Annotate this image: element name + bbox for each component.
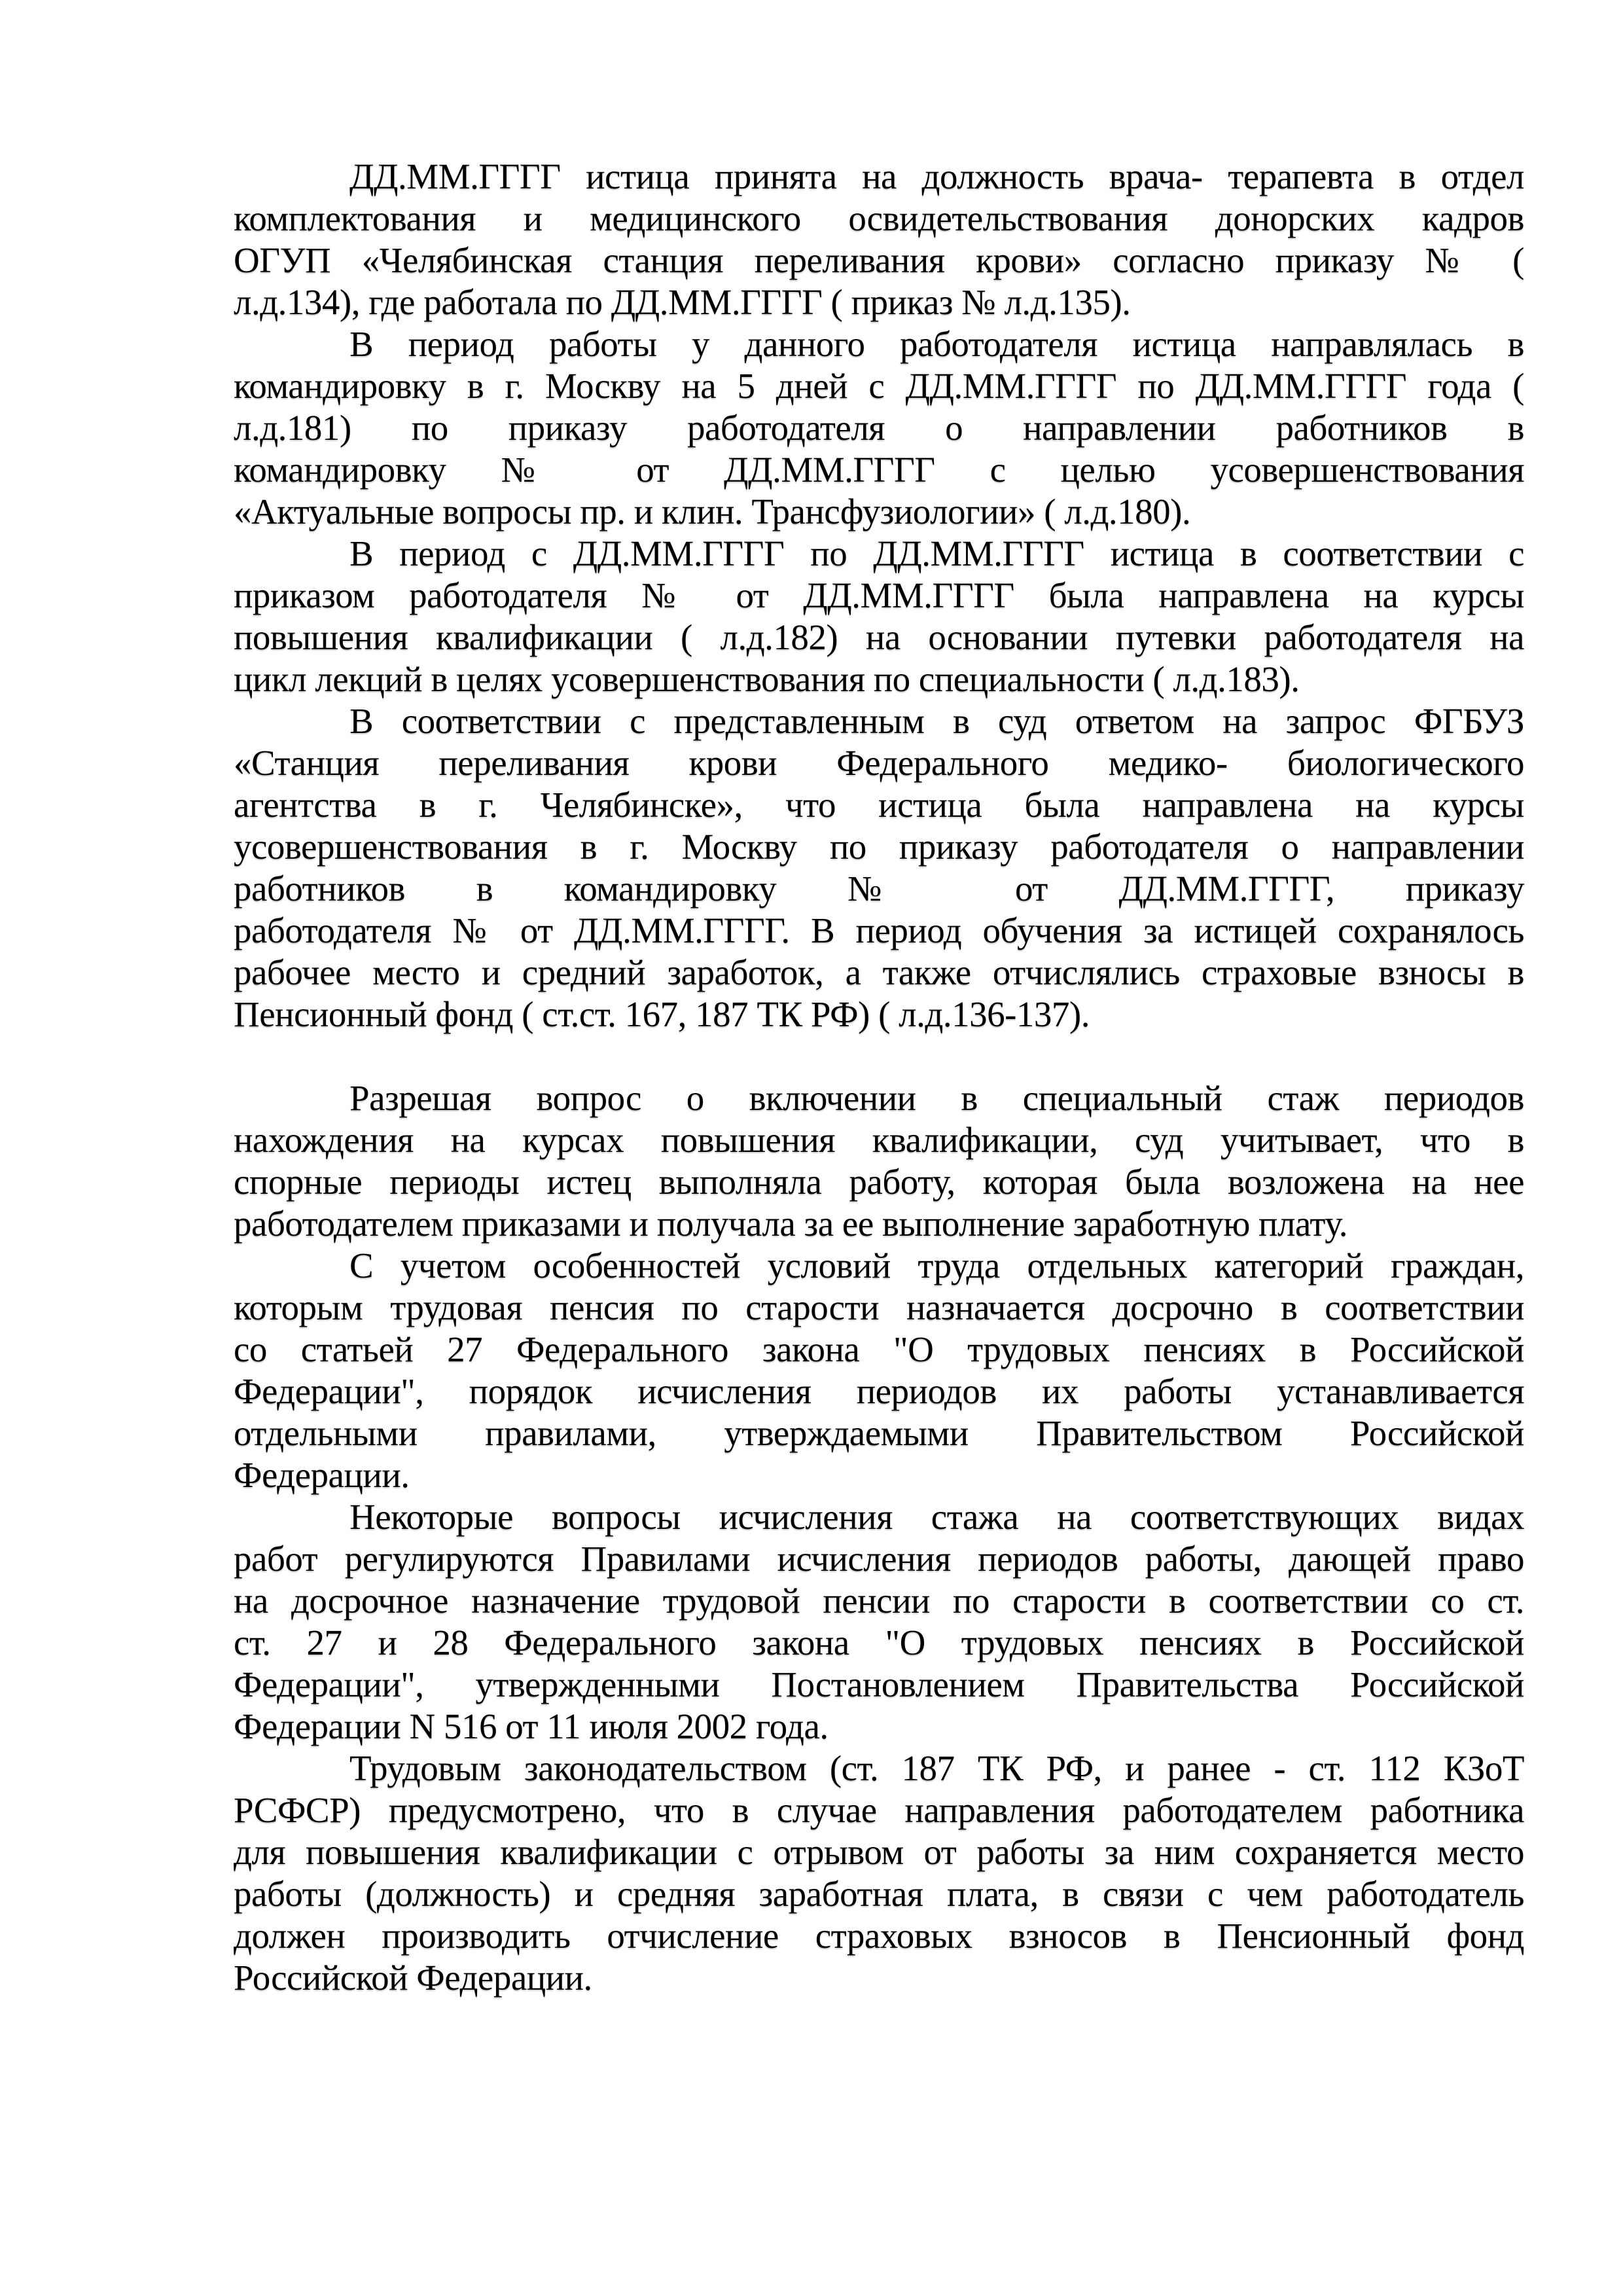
text-line: Федерации.: [234, 1455, 410, 1495]
text-line: В соответствии с представленным в суд ответом на запрос ФГБУЗ: [349, 701, 1524, 741]
document-text-block: [234, 156, 1524, 1999]
text-line: отдельными правилами, утверждаемыми Правительством Российской: [234, 1413, 1524, 1453]
text-line: повышения квалификации ( л.д.182) на основании путевки работодателя на: [234, 617, 1524, 657]
text-line: спорные периоды истец выполняла работу, которая была возложена на нее: [234, 1162, 1524, 1202]
paragraph: [234, 700, 1524, 1035]
paragraph: [234, 1748, 1524, 1999]
text-line: л.д.134), где работала по ДД.ММ.ГГГГ ( приказ № л.д.135).: [234, 282, 1131, 322]
text-line: РСФСР) предусмотрено, что в случае направления работодателем работника: [234, 1790, 1524, 1830]
text-line: нахождения на курсах повышения квалификации, суд учитывает, что в: [234, 1120, 1524, 1160]
text-line: ДД.ММ.ГГГГ истица принята на должность врача- терапевта в отдел: [349, 156, 1524, 196]
text-line: работников в командировку № от ДД.ММ.ГГГГ, приказу: [234, 869, 1524, 908]
text-line: цикл лекций в целях усовершенствования по специальности ( л.д.183).: [234, 659, 1300, 699]
text-line: на досрочное назначение трудовой пенсии по старости в соответствии со ст.: [234, 1581, 1524, 1621]
paragraph: [234, 1245, 1524, 1496]
text-line: В период с ДД.ММ.ГГГГ по ДД.ММ.ГГГГ истица в соответствии с: [349, 533, 1524, 573]
text-line: С учетом особенностей условий труда отдельных категорий граждан,: [349, 1246, 1524, 1285]
text-line: рабочее место и средний заработок, а также отчислялись страховые взносы в: [234, 952, 1524, 992]
text-line: В период работы у данного работодателя истица направлялась в: [349, 324, 1524, 364]
text-line: агентства в г. Челябинске», что истица была направлена на курсы: [234, 785, 1524, 825]
blank-line: [234, 1035, 1524, 1077]
paragraph: [234, 323, 1524, 533]
text-line: ст. 27 и 28 Федерального закона "О трудовых пенсиях в Российской: [234, 1623, 1524, 1662]
text-line: работ регулируются Правилами исчисления периодов работы, дающей право: [234, 1539, 1524, 1579]
text-line: со статьей 27 Федерального закона "О трудовых пенсиях в Российской: [234, 1329, 1524, 1369]
text-line: для повышения квалификации с отрывом от работы за ним сохраняется место: [234, 1832, 1524, 1872]
text-line: Некоторые вопросы исчисления стажа на соответствующих видах: [349, 1497, 1524, 1537]
text-line: Трудовым законодательством (ст. 187 ТК РФ, и ранее - ст. 112 КЗоТ: [349, 1748, 1524, 1788]
text-line: Российской Федерации.: [234, 1958, 592, 1998]
text-line: комплектования и медицинского освидетельствования донорских кадров: [234, 198, 1524, 238]
paragraph: [234, 1496, 1524, 1748]
text-line: ОГУП «Челябинская станция переливания крови» согласно приказу № (: [234, 240, 1524, 280]
text-line: работодателя № от ДД.ММ.ГГГГ. В период обучения за истицей сохранялось: [234, 910, 1524, 950]
text-line: Федерации", утвержденными Постановлением Правительства Российской: [234, 1664, 1524, 1704]
text-line: Разрешая вопрос о включении в специальный стаж периодов: [349, 1078, 1524, 1118]
paragraph: [234, 156, 1524, 323]
text-line: Пенсионный фонд ( ст.ст. 167, 187 ТК РФ) ( л.д.136-137).: [234, 994, 1090, 1034]
paragraph: [234, 1077, 1524, 1245]
text-line: которым трудовая пенсия по старости назначается досрочно в соответствии: [234, 1287, 1524, 1327]
text-line: должен производить отчисление страховых взносов в Пенсионный фонд: [234, 1916, 1524, 1956]
text-line: работы (должность) и средняя заработная плата, в связи с чем работодатель: [234, 1874, 1524, 1914]
text-line: работодателем приказами и получала за ее выполнение заработную плату.: [234, 1204, 1347, 1244]
text-line: Федерации", порядок исчисления периодов их работы устанавливается: [234, 1371, 1524, 1411]
text-line: усовершенствования в г. Москву по приказу работодателя о направлении: [234, 827, 1524, 867]
text-line: Федерации N 516 от 11 июля 2002 года.: [234, 1706, 829, 1746]
text-line: командировку № от ДД.ММ.ГГГГ с целью усовершенствования: [234, 450, 1524, 490]
text-line: командировку в г. Москву на 5 дней с ДД.ММ.ГГГГ по ДД.ММ.ГГГГ года (: [234, 366, 1524, 406]
text-line: л.д.181) по приказу работодателя о направлении работников в: [234, 408, 1524, 448]
text-line: приказом работодателя № от ДД.ММ.ГГГГ была направлена на курсы: [234, 575, 1524, 615]
text-line: «Актуальные вопросы пр. и клин. Трансфузиологии» ( л.д.180).: [234, 492, 1191, 531]
paragraph: [234, 533, 1524, 700]
text-line: «Станция переливания крови Федерального медико- биологического: [234, 743, 1524, 783]
